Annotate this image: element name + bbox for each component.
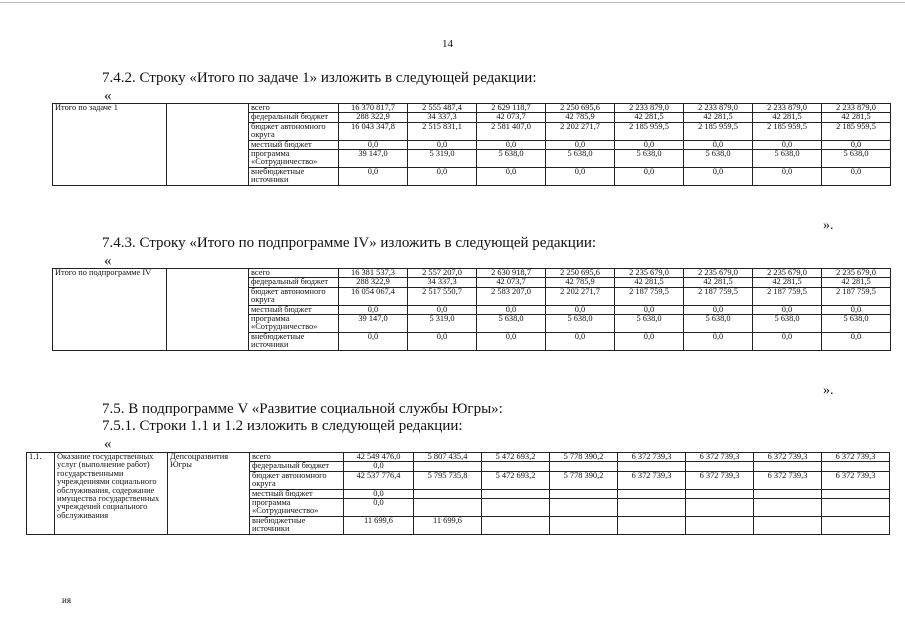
amount-cell: 6 372 739,3 — [822, 471, 890, 489]
funding-source-label: федеральный бюджет — [249, 113, 339, 122]
amount-cell: 0,0 — [339, 305, 408, 314]
amount-cell: 5 638,0 — [546, 150, 615, 168]
amount-cell: 42 281,5 — [684, 113, 753, 122]
amount-cell — [550, 489, 618, 498]
amount-cell — [618, 516, 686, 534]
amount-cell: 0,0 — [753, 332, 822, 350]
amount-cell — [550, 499, 618, 517]
amount-cell: 42 281,5 — [615, 278, 684, 287]
amount-cell: 42 281,5 — [615, 113, 684, 122]
amount-cell: 0,0 — [546, 167, 615, 185]
amount-cell: 0,0 — [615, 140, 684, 149]
amount-cell: 5 638,0 — [477, 315, 546, 333]
amount-cell: 5 319,0 — [408, 150, 477, 168]
amount-cell: 2 233 879,0 — [684, 104, 753, 113]
table-subprogram-5-row-1-1 — [26, 452, 890, 535]
amount-cell: 5 638,0 — [684, 150, 753, 168]
amount-cell: 2 185 959,5 — [753, 122, 822, 140]
amount-cell: 42 537 776,4 — [344, 471, 414, 489]
amount-cell: 0,0 — [477, 305, 546, 314]
amount-cell: 0,0 — [477, 167, 546, 185]
amount-cell: 2 235 679,0 — [684, 269, 753, 278]
amount-cell — [686, 516, 754, 534]
amount-cell — [686, 499, 754, 517]
funding-source-label: федеральный бюджет — [249, 278, 339, 287]
amount-cell: 5 638,0 — [546, 315, 615, 333]
amount-cell: 2 187 759,5 — [753, 287, 822, 305]
amount-cell: 0,0 — [546, 305, 615, 314]
amount-cell — [754, 499, 822, 517]
amount-cell: 2 581 407,0 — [477, 122, 546, 140]
amount-cell: 2 555 487,4 — [408, 104, 477, 113]
executor-cell — [167, 269, 249, 351]
amount-cell: 42 785,9 — [546, 278, 615, 287]
amount-cell: 11 699,6 — [414, 516, 482, 534]
amount-cell: 34 337,3 — [408, 278, 477, 287]
funding-source-label: местный бюджет — [249, 140, 339, 149]
amount-cell: 2 187 759,5 — [822, 287, 891, 305]
row-title: Итого по подпрограмме IV — [53, 269, 167, 351]
amount-cell: 6 372 739,3 — [822, 453, 890, 462]
funding-source-label: бюджет автономного округа — [249, 122, 339, 140]
funding-source-label: всего — [249, 104, 339, 113]
amount-cell: 6 372 739,3 — [618, 471, 686, 489]
amount-cell — [482, 516, 550, 534]
amount-cell: 6 372 739,3 — [618, 453, 686, 462]
funding-source-label: местный бюджет — [249, 305, 339, 314]
amount-cell: 42 073,7 — [477, 113, 546, 122]
amount-cell: 42 281,5 — [822, 113, 891, 122]
amount-cell: 2 185 959,5 — [684, 122, 753, 140]
amount-cell — [550, 516, 618, 534]
amount-cell: 5 319,0 — [408, 315, 477, 333]
table-row — [53, 104, 891, 113]
amount-cell — [754, 462, 822, 471]
amount-cell — [482, 489, 550, 498]
amount-cell: 2 233 879,0 — [822, 104, 891, 113]
amount-cell — [414, 499, 482, 517]
amount-cell: 0,0 — [753, 140, 822, 149]
amount-cell: 0,0 — [344, 489, 414, 498]
amount-cell: 2 233 879,0 — [753, 104, 822, 113]
amount-cell: 288 322,9 — [339, 113, 408, 122]
quote-open-1: « — [104, 88, 112, 104]
section-subheading-7-5-1: 7.5.1. Строки 1.1 и 1.2 изложить в следующей редакции: — [102, 418, 463, 434]
amount-cell: 288 322,9 — [339, 278, 408, 287]
amount-cell — [550, 462, 618, 471]
amount-cell: 6 372 739,3 — [686, 471, 754, 489]
amount-cell — [618, 462, 686, 471]
funding-source-label: программа «Сотрудничество» — [250, 499, 344, 517]
funding-source-label: местный бюджет — [250, 489, 344, 498]
amount-cell: 2 185 959,5 — [822, 122, 891, 140]
amount-cell: 5 795 735,8 — [414, 471, 482, 489]
amount-cell: 2 187 759,5 — [615, 287, 684, 305]
amount-cell: 5 638,0 — [615, 315, 684, 333]
amount-cell: 0,0 — [339, 332, 408, 350]
amount-cell: 5 638,0 — [753, 315, 822, 333]
funding-source-label: внебюджетные источники — [249, 332, 339, 350]
funding-source-label: внебюджетные источники — [250, 516, 344, 534]
amount-cell — [618, 489, 686, 498]
measure-name: Оказание государственных услуг (выполнение работ) государственными учреждениями социального обслуживания, содержание имущества государственных учреждений социального обслуживания — [55, 453, 168, 535]
amount-cell: 2 629 118,7 — [477, 104, 546, 113]
amount-cell: 0,0 — [546, 140, 615, 149]
amount-cell: 2 250 695,6 — [546, 104, 615, 113]
amount-cell: 2 233 879,0 — [615, 104, 684, 113]
amount-cell: 16 043 347,8 — [339, 122, 408, 140]
amount-cell — [822, 499, 890, 517]
amount-cell — [686, 462, 754, 471]
funding-source-label: внебюджетные источники — [249, 167, 339, 185]
quote-close-1: ». — [823, 218, 834, 233]
amount-cell: 0,0 — [822, 305, 891, 314]
row-title: Итого по задаче 1 — [53, 104, 167, 186]
row-number: 1.1. — [27, 453, 55, 535]
amount-cell: 0,0 — [408, 332, 477, 350]
page-number: 14 — [442, 38, 453, 50]
amount-cell: 0,0 — [753, 305, 822, 314]
section-heading-7-5: 7.5. В подпрограмме V «Развитие социальной службы Югры»: — [102, 401, 503, 417]
amount-cell: 0,0 — [822, 332, 891, 350]
amount-cell: 0,0 — [615, 167, 684, 185]
amount-cell: 0,0 — [477, 140, 546, 149]
amount-cell: 2 187 759,5 — [684, 287, 753, 305]
quote-open-2: « — [104, 253, 112, 269]
amount-cell: 5 638,0 — [753, 150, 822, 168]
amount-cell: 2 185 959,5 — [615, 122, 684, 140]
executor-name: Депсоцразвития Югры — [168, 453, 250, 535]
amount-cell: 2 515 831,1 — [408, 122, 477, 140]
amount-cell: 42 281,5 — [753, 278, 822, 287]
amount-cell: 2 557 207,0 — [408, 269, 477, 278]
amount-cell: 0,0 — [822, 140, 891, 149]
amount-cell: 42 073,7 — [477, 278, 546, 287]
amount-cell: 5 638,0 — [477, 150, 546, 168]
funding-source-label: программа «Сотрудничество» — [249, 150, 339, 168]
amount-cell: 5 807 435,4 — [414, 453, 482, 462]
amount-cell — [822, 489, 890, 498]
amount-cell: 0,0 — [684, 332, 753, 350]
amount-cell — [822, 516, 890, 534]
amount-cell: 42 281,5 — [753, 113, 822, 122]
amount-cell: 0,0 — [615, 332, 684, 350]
amount-cell: 16 054 067,4 — [339, 287, 408, 305]
amount-cell: 6 372 739,3 — [754, 453, 822, 462]
amount-cell: 5 638,0 — [822, 150, 891, 168]
amount-cell — [618, 499, 686, 517]
amount-cell: 42 281,5 — [822, 278, 891, 287]
amount-cell — [482, 499, 550, 517]
amount-cell: 42 549 476,0 — [344, 453, 414, 462]
amount-cell: 16 370 817,7 — [339, 104, 408, 113]
amount-cell: 2 235 679,0 — [615, 269, 684, 278]
amount-cell: 42 281,5 — [684, 278, 753, 287]
amount-cell: 6 372 739,3 — [686, 453, 754, 462]
amount-cell: 2 583 207,0 — [477, 287, 546, 305]
amount-cell: 0,0 — [339, 140, 408, 149]
amount-cell: 2 202 271,7 — [546, 287, 615, 305]
amount-cell: 2 235 679,0 — [822, 269, 891, 278]
scan-edge-line — [0, 2, 905, 3]
amount-cell: 2 630 918,7 — [477, 269, 546, 278]
amount-cell: 2 202 271,7 — [546, 122, 615, 140]
section-heading-7-4-2: 7.4.2. Строку «Итого по задаче 1» изложить в следующей редакции: — [102, 70, 537, 86]
table-total-task-1 — [52, 103, 891, 186]
amount-cell: 5 778 390,2 — [550, 453, 618, 462]
amount-cell: 0,0 — [684, 167, 753, 185]
funding-source-label: федеральный бюджет — [250, 462, 344, 471]
funding-source-label: всего — [250, 453, 344, 462]
funding-source-label: программа «Сотрудничество» — [249, 315, 339, 333]
amount-cell — [482, 462, 550, 471]
table-row — [27, 453, 890, 462]
amount-cell: 5 638,0 — [822, 315, 891, 333]
table-total-subprogram-4 — [52, 268, 891, 351]
amount-cell — [754, 516, 822, 534]
amount-cell: 0,0 — [822, 167, 891, 185]
executor-cell — [167, 104, 249, 186]
amount-cell: 5 472 693,2 — [482, 453, 550, 462]
amount-cell: 0,0 — [408, 305, 477, 314]
amount-cell: 0,0 — [344, 499, 414, 517]
section-heading-7-4-3: 7.4.3. Строку «Итого по подпрограмме IV» изложить в следующей редакции: — [102, 235, 597, 251]
amount-cell: 0,0 — [477, 332, 546, 350]
amount-cell: 2 250 695,6 — [546, 269, 615, 278]
funding-source-label: всего — [249, 269, 339, 278]
funding-source-label: бюджет автономного округа — [250, 471, 344, 489]
quote-close-2: ». — [823, 383, 834, 398]
amount-cell: 0,0 — [684, 140, 753, 149]
amount-cell: 34 337,3 — [408, 113, 477, 122]
amount-cell: 11 699,6 — [344, 516, 414, 534]
amount-cell: 0,0 — [615, 305, 684, 314]
amount-cell — [686, 489, 754, 498]
amount-cell: 0,0 — [753, 167, 822, 185]
amount-cell: 2 517 550,7 — [408, 287, 477, 305]
amount-cell: 0,0 — [408, 140, 477, 149]
funding-source-label: бюджет автономного округа — [249, 287, 339, 305]
amount-cell: 0,0 — [408, 167, 477, 185]
amount-cell: 39 147,0 — [339, 150, 408, 168]
amount-cell: 5 472 693,2 — [482, 471, 550, 489]
table-row — [53, 269, 891, 278]
amount-cell: 42 785,9 — [546, 113, 615, 122]
amount-cell: 0,0 — [546, 332, 615, 350]
amount-cell: 0,0 — [339, 167, 408, 185]
amount-cell — [754, 489, 822, 498]
quote-open-3: « — [104, 436, 112, 452]
amount-cell — [822, 462, 890, 471]
amount-cell: 0,0 — [684, 305, 753, 314]
amount-cell: 5 638,0 — [615, 150, 684, 168]
amount-cell: 5 778 390,2 — [550, 471, 618, 489]
amount-cell: 16 381 537,3 — [339, 269, 408, 278]
amount-cell: 2 235 679,0 — [753, 269, 822, 278]
amount-cell — [414, 489, 482, 498]
page-footer-fragment: ия — [62, 595, 71, 605]
amount-cell — [414, 462, 482, 471]
amount-cell: 39 147,0 — [339, 315, 408, 333]
amount-cell: 6 372 739,3 — [754, 471, 822, 489]
amount-cell: 5 638,0 — [684, 315, 753, 333]
amount-cell: 0,0 — [344, 462, 414, 471]
